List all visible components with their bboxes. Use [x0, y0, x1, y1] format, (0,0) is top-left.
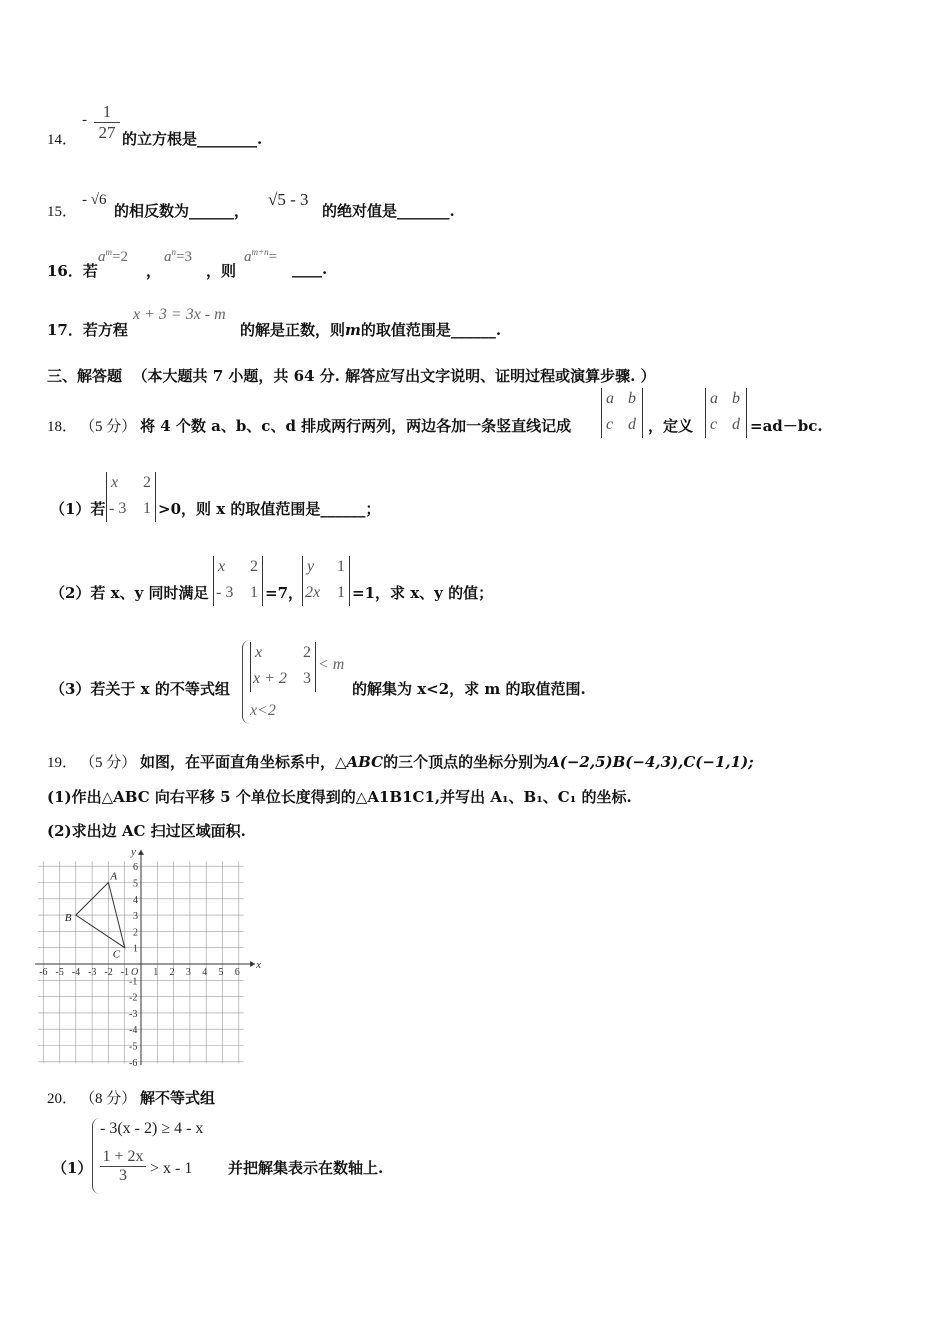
q19-number: 19．	[47, 755, 78, 771]
q18-text1: 将 4 个数 a、b、c、d 排成两行两列，两边各加一条竖直线记成	[140, 417, 572, 435]
y-tick-label: -5	[129, 1041, 138, 1053]
q16-tail: ____.	[292, 260, 328, 278]
q20-score: （8 分）	[80, 1091, 137, 1107]
x-tick-label: -2	[104, 967, 113, 978]
q17-text-b: 的取值范围是______.	[360, 321, 502, 339]
coordinate-graph	[39, 842, 270, 1069]
q18-p2-m2-11: 1	[337, 584, 345, 601]
section-title-text: 三、解答题	[47, 367, 123, 385]
q14-number: 14．	[47, 132, 78, 148]
section-desc: （本大题共 7 小题，共 64 分. 解答应写出文字说明、证明过程或演算步骤. ）	[132, 367, 656, 385]
y-tick-label: 4	[133, 894, 138, 906]
q16-comma1: ，	[146, 262, 162, 280]
q18-p1-matrix	[106, 472, 156, 522]
q18-matrix-definition	[705, 388, 747, 438]
q18-p2-m1-11: 1	[250, 584, 258, 601]
q19-part2: (2)求出边 AC 扫过区域面积.	[47, 822, 246, 840]
q14-fraction	[94, 102, 120, 143]
q20-line1: - 3(x - 2) ≥ 4 - x	[100, 1120, 204, 1137]
q18-m1-d: d	[628, 416, 636, 433]
q18-m1-c: c	[606, 416, 614, 433]
y-tick-label: -1	[129, 976, 138, 988]
x-tick-label: -3	[88, 967, 97, 978]
q18-p2-m1-01: 2	[250, 558, 258, 575]
q16-e1-rest: =2	[112, 249, 128, 265]
q14-frac-num: 1	[102, 102, 112, 121]
q17-equation: x + 3 = 3x - m	[133, 306, 226, 323]
q18-p2-m1-00: x	[218, 558, 226, 575]
q14-text: 的立方根是________.	[122, 130, 263, 148]
q18-p2-m1-10: - 3	[216, 584, 234, 601]
y-tick-label: 6	[133, 862, 138, 874]
q20-frac-den: 3	[100, 1166, 146, 1185]
q18-p2-m2-10: 2x	[305, 584, 321, 601]
q16-e2-base: a	[164, 249, 172, 265]
q18-p3-m01: 2	[303, 644, 311, 661]
q18-p3-lt-m: < m	[318, 656, 345, 673]
y-tick-label: 5	[133, 878, 138, 890]
q18-p2-matrix1	[213, 556, 263, 606]
q19-part1: (1)作出△ABC 向右平移 5 个单位长度得到的△A1B1C1,并写出 A₁、B₁、C₁ 的坐标.	[47, 788, 632, 806]
q18-p2-eq2: =1，求 x、y 的值；	[352, 584, 494, 602]
q18-p3-label: （3）若关于 x 的不等式组	[50, 680, 230, 698]
x-tick-label: -5	[55, 967, 64, 978]
q18-m2-c: c	[710, 416, 718, 433]
q18-p2-matrix2	[302, 556, 350, 606]
q16-number: 16．若	[47, 262, 98, 280]
x-tick-label: 4	[202, 967, 208, 978]
x-tick-label: -1	[120, 967, 130, 978]
q20-p1-label: （1）	[52, 1159, 93, 1177]
q20-number: 20．	[47, 1091, 78, 1107]
x-tick-label: 5	[218, 967, 224, 978]
q16-expr1	[98, 247, 128, 266]
q19-score: （5 分）	[80, 755, 137, 771]
y-axis-label: y	[131, 845, 136, 858]
x-tick-label: -4	[71, 967, 81, 978]
q16-comma2: ，则	[206, 262, 237, 280]
q16-e2-sup: n	[171, 247, 176, 257]
q18-score: （5 分）	[80, 419, 137, 435]
q18-m2-a: a	[710, 390, 718, 407]
q18-p3-matrix	[250, 642, 316, 692]
section-title	[47, 365, 656, 386]
q17-text	[240, 319, 501, 340]
q18-p2-m2-00: y	[307, 558, 315, 575]
q18-m1-b: b	[628, 390, 636, 407]
q18-p1-m01: 2	[143, 474, 151, 491]
x-tick-label: 1	[153, 967, 159, 978]
y-tick-label: -2	[129, 992, 138, 1004]
q18-p1-m00: x	[111, 474, 119, 491]
q16-e1-base: a	[98, 249, 106, 265]
q15-text1: 的相反数为______，	[114, 202, 250, 220]
q18-p2-label: （2）若 x、y 同时满足	[50, 584, 209, 602]
q16-e3-base: a	[244, 249, 252, 265]
q20-fraction	[100, 1148, 146, 1185]
q17-number: 17．若方程	[47, 321, 128, 339]
q18-p3-m10: x + 2	[253, 670, 287, 687]
q16-expr3	[244, 247, 277, 266]
q19-text-b: 的三个顶点的坐标分别为	[383, 753, 549, 771]
q18-p1-text: >0，则 x 的取值范围是______；	[158, 500, 381, 518]
q18-m2-b: b	[732, 390, 740, 407]
q19-text	[140, 751, 754, 772]
q18-define: ，定义	[648, 417, 694, 435]
q18-m1-a: a	[606, 390, 614, 407]
q16-e2-rest: =3	[176, 249, 192, 265]
q16-e1-sup: m	[105, 247, 112, 257]
q15-expr1: - √6	[82, 192, 107, 208]
x-tick-label: 6	[234, 967, 240, 978]
q18-p3-m00: x	[255, 644, 263, 661]
q20-gt: > x - 1	[150, 1160, 193, 1177]
q20-frac-num: 1 + 2x	[102, 1148, 144, 1165]
q19-text-a: 如图，在平面直角坐标系中，△	[140, 753, 347, 771]
q17-m: m	[345, 321, 361, 339]
origin-label: O	[131, 967, 139, 978]
q18-p3-m11: 3	[303, 670, 311, 687]
q18-p1-m10: - 3	[109, 500, 127, 517]
q18-p1-label: （1）若	[50, 500, 106, 518]
q15-number: 15．	[47, 204, 78, 220]
q19-abc: ABC	[346, 753, 384, 771]
x-tick-label: 2	[169, 967, 175, 978]
q18-p3-line2: x<2	[250, 702, 276, 719]
q16-e3-rest: =	[268, 249, 278, 265]
vertex-label-a: A	[110, 870, 118, 883]
x-axis-label: x	[256, 959, 261, 971]
vertex-label-c: C	[112, 948, 121, 961]
y-axis-arrow	[138, 850, 144, 855]
q18-number: 18．	[47, 419, 78, 435]
q14-frac-den: 27	[94, 122, 120, 143]
q15-expr2: √5 - 3	[268, 190, 309, 209]
y-tick-label: 3	[133, 911, 138, 923]
q18-result: =ad－bc.	[750, 417, 823, 435]
q18-p3-text: 的解集为 x<2，求 m 的取值范围.	[352, 680, 586, 698]
q18-m2-d: d	[732, 416, 740, 433]
vertex-label-b: B	[64, 912, 72, 925]
q19-coords: A(−2,5)B(−4,3),C(−1,1);	[548, 753, 754, 771]
q16-e3-sup: m+n	[251, 247, 269, 257]
q20-tail: 并把解集表示在数轴上.	[228, 1159, 384, 1177]
q18-p2-m2-01: 1	[337, 558, 345, 575]
x-tick-label: -6	[39, 967, 48, 978]
q18-matrix-notation	[601, 388, 643, 438]
q18-p2-eq1: =7，	[265, 584, 304, 602]
y-tick-label: 1	[133, 943, 138, 955]
q18-p1-m11: 1	[143, 500, 151, 517]
q20-text: 解不等式组	[140, 1089, 216, 1107]
y-tick-label: 2	[133, 927, 138, 939]
y-tick-label: -4	[129, 1025, 138, 1037]
y-tick-label: -3	[129, 1008, 138, 1020]
q16-expr2	[164, 247, 192, 266]
x-axis-arrow	[250, 961, 255, 967]
q15-text2: 的绝对值是_______.	[322, 202, 455, 220]
y-tick-label: -6	[129, 1057, 138, 1069]
q14-minus: -	[82, 112, 87, 128]
q17-text-a: 的解是正数，则	[240, 321, 346, 339]
x-tick-label: 3	[185, 967, 191, 978]
